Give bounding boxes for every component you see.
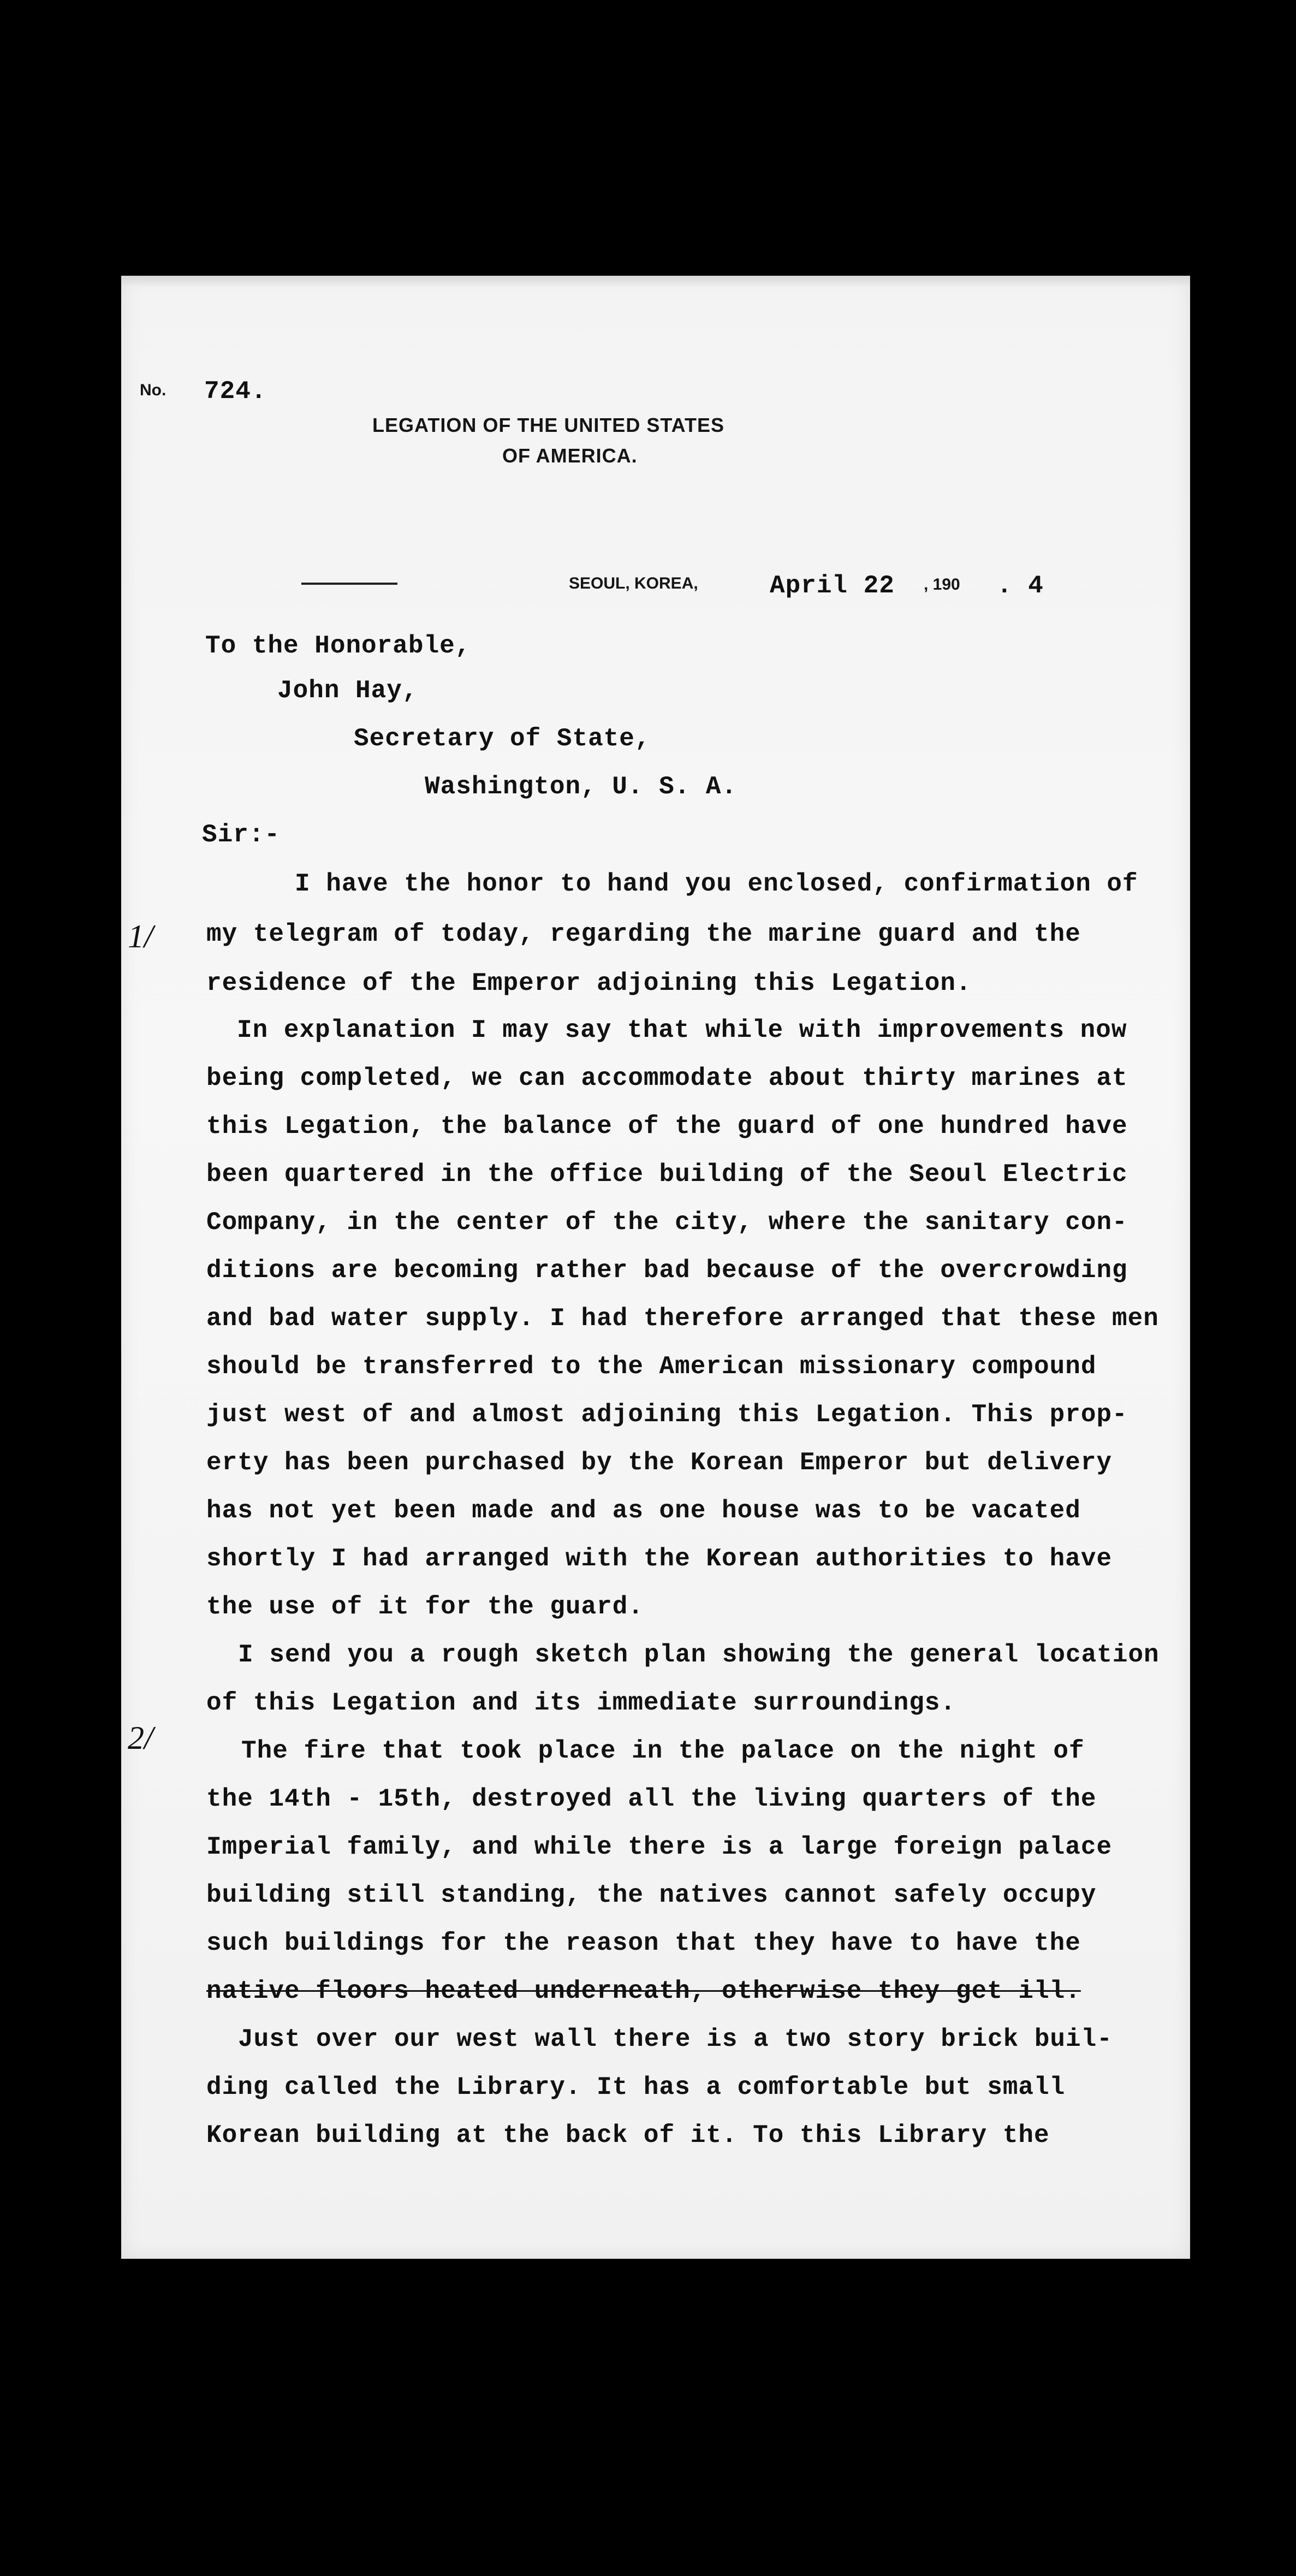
body-line: In explanation I may say that while with improvements now — [237, 1016, 1127, 1044]
letterhead-line-2: OF AMERICA. — [502, 444, 638, 467]
page-edge-shadow — [121, 276, 1190, 287]
body-line: ditions are becoming rather bad because of the overcrowding — [206, 1256, 1128, 1285]
document-number-label: No. — [140, 381, 167, 399]
letterhead-line-1: LEGATION OF THE UNITED STATES — [372, 414, 724, 436]
body-line: erty has been purchased by the Korean Emperor but delivery — [206, 1449, 1113, 1477]
body-line: Imperial family, and while there is a large foreign palace — [206, 1833, 1113, 1861]
body-line: being completed, we can accommodate about thirty marines at — [206, 1064, 1128, 1093]
letterhead-rule — [301, 583, 397, 585]
body-line: the use of it for the guard. — [206, 1593, 644, 1621]
body-line: Company, in the center of the city, where the sanitary con- — [206, 1208, 1128, 1237]
body-line: I send you a rough sketch plan showing the general location — [238, 1641, 1160, 1669]
document-number: 724. — [204, 377, 267, 406]
letter-date: April 22 — [770, 572, 895, 600]
body-line: the 14th - 15th, destroyed all the living quarters of the — [206, 1785, 1097, 1813]
address-line-2: John Hay, — [277, 676, 418, 705]
address-line-3: Secretary of State, — [354, 725, 651, 753]
body-line: been quartered in the office building of the Seoul Electric — [206, 1160, 1128, 1189]
body-line: this Legation, the balance of the guard of one hundred have — [206, 1112, 1128, 1141]
salutation: Sir:- — [202, 821, 281, 849]
body-line: Just over our west wall there is a two story brick buil- — [238, 2025, 1113, 2053]
enclosure-mark-1: 1/ — [128, 918, 153, 954]
body-line: should be transferred to the American missionary compound — [206, 1352, 1097, 1381]
body-line: shortly I had arranged with the Korean authorities to have — [206, 1545, 1113, 1573]
body-line: ding called the Library. It has a comfortable but small — [206, 2073, 1066, 2102]
body-line: has not yet been made and as one house was to be vacated — [206, 1497, 1081, 1525]
body-line: and bad water supply. I had therefore arranged that these men — [206, 1304, 1159, 1333]
body-line: of this Legation and its immediate surroundings. — [206, 1689, 956, 1717]
document-page — [121, 276, 1190, 2259]
body-line: such buildings for the reason that they have to have the — [206, 1929, 1081, 1957]
body-line: The fire that took place in the palace on the night of — [241, 1737, 1085, 1765]
body-line: my telegram of today, regarding the marine guard and the — [206, 920, 1081, 948]
letter-year-suffix: . 4 — [997, 572, 1044, 600]
body-line: building still standing, the natives cannot safely occupy — [206, 1881, 1097, 1909]
body-line: native floors heated underneath, otherwise they get ill. — [206, 1977, 1081, 2005]
body-line: just west of and almost adjoining this Legation. This prop- — [206, 1400, 1128, 1429]
enclosure-mark-2: 2/ — [128, 1720, 153, 1756]
address-line-4: Washington, U. S. A. — [425, 773, 738, 801]
body-line: I have the honor to hand you enclosed, confirmation of — [295, 870, 1138, 898]
body-line: Korean building at the back of it. To this Library the — [206, 2121, 1050, 2150]
body-line: residence of the Emperor adjoining this Legation. — [206, 969, 972, 998]
letter-year-prefix: , 190 — [924, 575, 960, 593]
address-line-1: To the Honorable, — [205, 632, 471, 660]
letterhead-place: SEOUL, KOREA, — [569, 574, 698, 592]
